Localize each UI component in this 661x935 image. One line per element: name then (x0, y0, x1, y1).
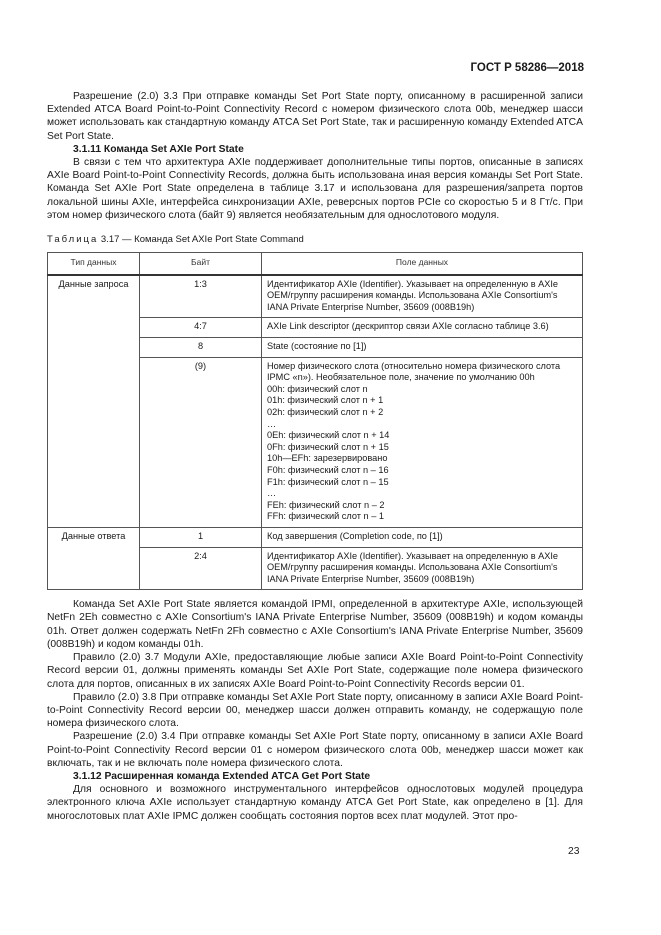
field-cell: Идентификатор AXIe (Identifier). Указывает на определенную в AXIe OEM/группу расширения команды. Использована AXIe Consortium's IANA Private Enterprise Number, 35609 (008B19h) (262, 547, 583, 590)
table-caption (47, 234, 583, 246)
header-data-field: Поле данных (262, 253, 583, 275)
after-table-text (47, 598, 583, 822)
byte-cell: 8 (140, 338, 262, 358)
byte-cell: (9) (140, 357, 262, 527)
section-3-1-12-heading: 3.1.12 Расширенная команда Extended ATCA Get Port State (73, 770, 371, 782)
field-line: 02h: физический слот n + 2 (267, 406, 384, 417)
intro-paragraph: Разрешение (2.0) 3.3 При отправке команды Set Port State порту, описанному в расширенной записи Extended ATCA Board Point-to-Point Connectivity Record с номером физического слота 00b, менеджер шасси может использовать как стандартную команду ATCA Set Port State, так и расширенную команду Extended ATCA Set Port State. (47, 91, 583, 142)
byte-cell: 1:3 (140, 275, 262, 318)
command-table (47, 252, 583, 590)
field-line: FEh: физический слот n – 2 (267, 499, 385, 510)
page-number: 23 (568, 846, 580, 857)
body-paragraph: Разрешение (2.0) 3.4 При отправке команды Set AXIe Port State порту, описанному в записи AXIe Board Point-to-Point Connectivity Record версии 01 с номером физического слота 00b, менеджер шасси может как включать, так и не включать поле номера физического слота. (47, 731, 583, 769)
table-row (48, 275, 583, 318)
field-line: … (267, 488, 277, 499)
body-paragraph: Правило (2.0) 3.7 Модули AXIe, предоставляющие любые записи AXIe Board Point-to-Point Connectivity Record версии 01, должны применять команды Set AXIe Port State, содержащие поле номера физического слота для портов, описанных в их записях AXIe Board Point-to-Point Connectivity Records версии 01. (47, 652, 583, 690)
field-cell: Идентификатор AXIe (Identifier). Указывает на определенную в AXIe OEM/группу расширения команды. Использована AXIe Consortium's IANA Private Enterprise Number, 35609 (008B19h) (262, 275, 583, 318)
table-caption-label: Таблица (47, 234, 99, 246)
page-content (47, 90, 583, 823)
byte-cell: 4:7 (140, 318, 262, 338)
header-byte: Байт (140, 253, 262, 275)
field-line: F1h: физический слот n – 15 (267, 476, 389, 487)
field-cell-slot-number (262, 357, 583, 527)
standard-number: ГОСТ Р 58286—2018 (470, 62, 584, 74)
table-header-row (48, 253, 583, 275)
field-cell: State (состояние по [1]) (262, 338, 583, 358)
field-line: 01h: физический слот n + 1 (267, 395, 384, 406)
table-row (48, 527, 583, 547)
field-line: FFh: физический слот n – 1 (267, 511, 384, 522)
field-cell: Код завершения (Completion code, по [1]) (262, 527, 583, 547)
field-cell: AXIe Link descriptor (дескриптор связи AXIe согласно таблице 3.6) (262, 318, 583, 338)
field-line: F0h: физический слот n – 16 (267, 464, 389, 475)
field-line: 0Fh: физический слот n + 15 (267, 441, 389, 452)
section-3-1-11-heading: 3.1.11 Команда Set AXIe Port State (73, 143, 244, 155)
byte-cell: 1 (140, 527, 262, 547)
response-data-cell: Данные ответа (48, 527, 140, 589)
field-line: … (267, 418, 277, 429)
field-line: 0Eh: физический слот n + 14 (267, 430, 390, 441)
table-caption-text: 3.17 — Команда Set AXIe Port State Command (100, 234, 304, 246)
section-3-1-12-paragraph: Для основного и возможного инструментального интерфейсов однослотовых модулей процедура электронного ключа AXIe использует стандартную команду ATCA Get Port State, как определено в [1]. Для многослотовых плат AXIe IPMC должен сообщать состояния портов всех плат модулей. Этот про- (47, 784, 583, 822)
request-data-cell: Данные запроса (48, 275, 140, 528)
body-paragraph: Правило (2.0) 3.8 При отправке команды Set AXIe Port State порту, описанному в записи AXIe Board Point-to-Point Connectivity Record версии 00, менеджер шасси должен отправить команду, не содержащую поле номера физического слота. (47, 691, 583, 730)
section-3-1-11-paragraph: В связи с тем что архитектура AXIe поддерживает дополнительные типы портов, описанные в записях AXIe Board Point-to-Point Connectivity Records, должна быть использована иная версия команды Set Port State. Команда Set AXIe Port State определена в таблице 3.17 и использована для разрешения/запрета портов локальной шины AXIe, интерфейса синхронизации AXIe, реверсных портов PCIe со скоростью 5 и 8 Гт/с. При этом номер физического слота (байт 9) является необязательным для однослотового модуля. (47, 157, 583, 221)
byte-cell: 2:4 (140, 547, 262, 590)
field-line: 00h: физический слот n (267, 383, 368, 394)
field-line: 10h—EFh: зарезервировано (267, 453, 388, 464)
header-data-type: Тип данных (48, 253, 140, 275)
field-line: Номер физического слота (относительно номера физического слота IPMC «n»). Необязательное поле, значение по умолчанию 00h (267, 360, 561, 383)
body-paragraph: Команда Set AXIe Port State является командой IPMI, определенной в архитектуре AXIe, использующей NetFn 2Eh совместно с AXIe Consortium's IANA Private Enterprise Number, 35609 (008B19h) и кодом команды 01h. Ответ должен содержать NetFn 2Fh совместно с AXIe Consortium's IANA Private Enterprise Number, 35609 (008B19h) и кодом команды 01h. (47, 599, 583, 650)
